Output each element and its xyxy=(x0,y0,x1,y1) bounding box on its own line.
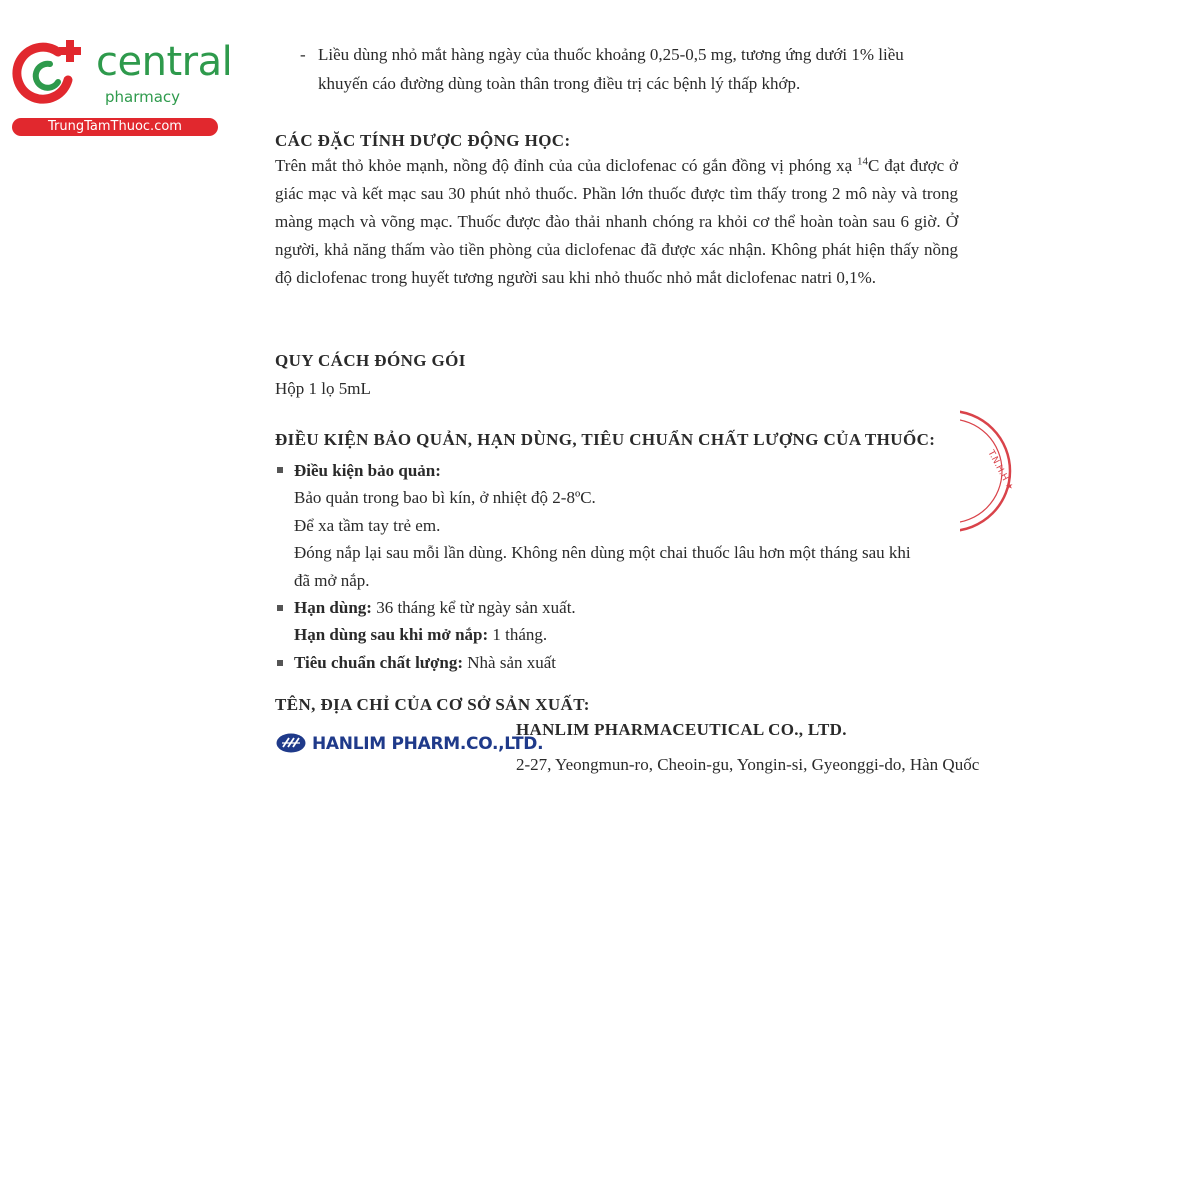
manufacturer-name: HANLIM PHARMACEUTICAL CO., LTD. xyxy=(516,720,847,739)
pharmacokinetics-heading: CÁC ĐẶC TÍNH DƯỢC ĐỘNG HỌC: xyxy=(275,131,571,150)
intro-line-2: khuyến cáo đường dùng toàn thân trong điều trị các bệnh lý thấp khớp. xyxy=(318,74,801,93)
quality-line: Tiêu chuẩn chất lượng: Nhà sản xuất xyxy=(294,653,557,672)
central-pharmacy-logo xyxy=(10,38,233,138)
storage-line-1: Bảo quản trong bao bì kín, ở nhiệt độ 2-8ºC. xyxy=(294,488,596,507)
packaging-heading: QUY CÁCH ĐÓNG GÓI xyxy=(275,351,466,370)
intro-line-1: Liều dùng nhỏ mắt hàng ngày của thuốc khoảng 0,25-0,5 mg, tương ứng dưới 1% liều xyxy=(318,45,904,64)
expiry-line: Hạn dùng: 36 tháng kể từ ngày sản xuất. xyxy=(294,598,576,617)
hanlim-logo xyxy=(276,730,544,758)
stamp-text: T.N.H.H ★ xyxy=(985,448,1015,493)
storage-conditions-label: Điều kiện bảo quản: xyxy=(294,461,441,480)
packaging-text: Hộp 1 lọ 5mL xyxy=(275,379,371,398)
bullet-square xyxy=(277,605,283,611)
logo-website-badge[interactable]: TrungTamThuoc.com xyxy=(12,118,218,136)
seal-stamp xyxy=(960,406,1030,536)
isotope-superscript: 14 xyxy=(857,155,869,168)
bullet-square xyxy=(277,467,283,473)
storage-heading: ĐIỀU KIỆN BẢO QUẢN, HẠN DÙNG, TIÊU CHUẨN CHẤT LƯỢNG CỦA THUỐC: xyxy=(275,430,936,449)
after-open-line: Hạn dùng sau khi mở nắp: 1 tháng. xyxy=(294,625,548,644)
storage-line-3a: Đóng nắp lại sau mỗi lần dùng. Không nên dùng một chai thuốc lâu hơn một tháng sau khi xyxy=(294,543,911,562)
intro-dash: - xyxy=(300,45,306,64)
logo-subtitle: pharmacy xyxy=(105,88,181,106)
manufacturer-heading: TÊN, ĐỊA CHỈ CỦA CƠ SỞ SẢN XUẤT: xyxy=(275,695,590,714)
hanlim-emblem-icon xyxy=(276,733,306,753)
logo-name: central xyxy=(96,39,233,85)
storage-line-2: Để xa tầm tay trẻ em. xyxy=(294,516,441,535)
pharmacokinetics-paragraph: Trên mắt thỏ khỏe mạnh, nồng độ đỉnh của của diclofenac có gắn đồng vị phóng xạ $^{14}$C đạt được ở giác mạc và kết mạc sau 30 phút nhỏ thuốc. Phần lớn thuốc được tìm thấy trong 2 mô này và trong màng mạch và võng mạc. Thuốc được đào thải nhanh chóng ra khỏi cơ thể hoàn toàn sau 6 giờ. Ở người, khả năng thấm vào tiền phòng của diclofenac đã được xác nhận. Không phát hiện thấy nồng độ diclofenac trong huyết tương người sau khi nhỏ thuốc nhỏ mắt diclofenac natri 0,1%. xyxy=(275,155,958,287)
hanlim-logo-text: HANLIM PHARM.CO.,LTD. xyxy=(312,734,544,754)
bullet-square xyxy=(277,660,283,666)
storage-line-3b: đã mở nắp. xyxy=(294,571,370,590)
manufacturer-address: 2-27, Yeongmun-ro, Cheoin-gu, Yongin-si, Gyeonggi-do, Hàn Quốc xyxy=(516,755,980,774)
pharmacy-cross-icon xyxy=(10,38,90,106)
